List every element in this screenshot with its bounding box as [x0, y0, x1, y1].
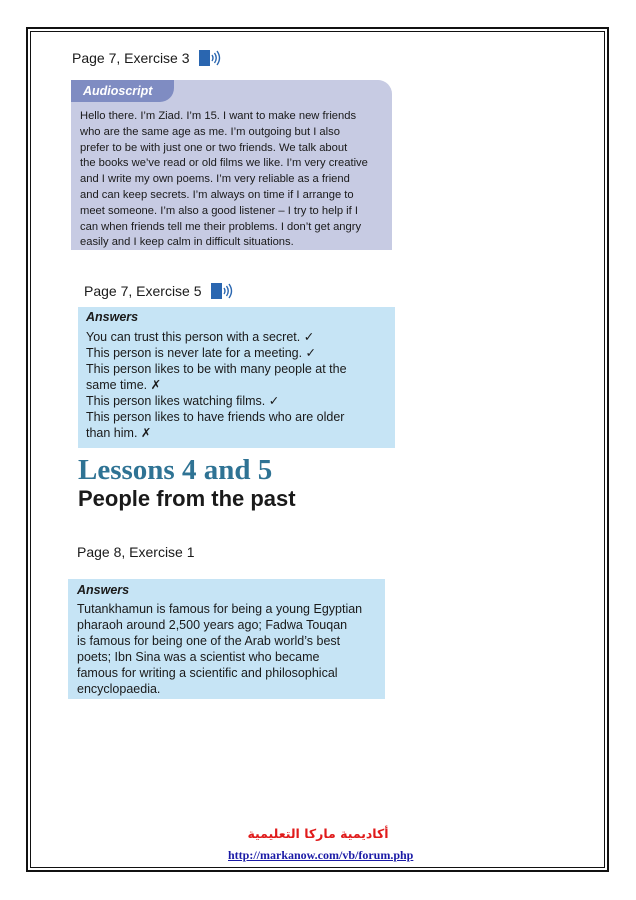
audioscript-line: prefer to be with just one or two friends. We talk about [80, 141, 348, 154]
footer-academy-name: أكاديمية ماركا التعليمية [247, 826, 389, 841]
answer-line: is famous for being one of the Arab world’s best [77, 634, 341, 648]
answers-list-exercise-5 [86, 329, 347, 441]
answers-title: Answers [86, 310, 139, 324]
answer-line: Tutankhamun is famous for being a young Egyptian [77, 602, 363, 616]
audioscript-line: who are the same age as me. I’m outgoing but I also [80, 125, 340, 138]
speaker-icon[interactable] [211, 282, 233, 303]
lesson-title: Lessons 4 and 5 [78, 454, 273, 486]
exercise-5-heading-text: Page 7, Exercise 5 [84, 283, 202, 300]
answers-title: Answers [77, 583, 130, 597]
answer-line: This person likes to have friends who are older [86, 410, 345, 424]
exercise-5-heading [84, 282, 233, 303]
answer-line: This person likes to be with many people at the [86, 362, 347, 376]
answer-line: than him. ✗ [86, 426, 152, 440]
audioscript-line: easily and I keep calm in difficult situations. [80, 236, 294, 249]
answer-line: famous for writing a scientific and philosophical [77, 666, 338, 680]
answer-line: poets; Ibn Sina was a scientist who became [77, 650, 320, 664]
audioscript-line: the books we’ve read or old films we like. I’m very creative [80, 157, 368, 170]
exercise-3-heading-text: Page 7, Exercise 3 [72, 50, 190, 67]
audioscript-line: and can keep secrets. I’m always on time if I arrange to [80, 188, 354, 201]
lesson-subtitle: People from the past [78, 486, 296, 511]
answers-list-exercise-1 [77, 601, 362, 697]
audioscript-line: and I write my own poems. I’m very reliable as a friend [80, 173, 350, 186]
exercise-3-heading [72, 49, 221, 70]
answer-line: pharaoh around 2,500 years ago; Fadwa Touqan [77, 618, 348, 632]
answer-line: This person is never late for a meeting. ✓ [86, 346, 317, 360]
audioscript-label: Audioscript [71, 80, 174, 102]
answer-line: encyclopaedia. [77, 682, 161, 696]
audioscript-line: can when friends tell me their problems. I don’t get angry [80, 220, 362, 233]
exercise-1-heading: Page 8, Exercise 1 [77, 544, 195, 560]
speaker-icon[interactable] [199, 49, 221, 70]
answer-line: same time. ✗ [86, 378, 162, 392]
answer-line: You can trust this person with a secret. ✓ [86, 330, 315, 344]
audioscript-text [80, 109, 392, 251]
audioscript-line: Hello there. I’m Ziad. I’m 15. I want to make new friends [80, 110, 357, 122]
audioscript-line: meet someone. I’m also a good listener – I try to help if I [80, 204, 358, 217]
footer-forum-link[interactable]: http://markanow.com/vb/forum.php [228, 848, 414, 862]
answer-line: This person likes watching films. ✓ [86, 394, 280, 408]
